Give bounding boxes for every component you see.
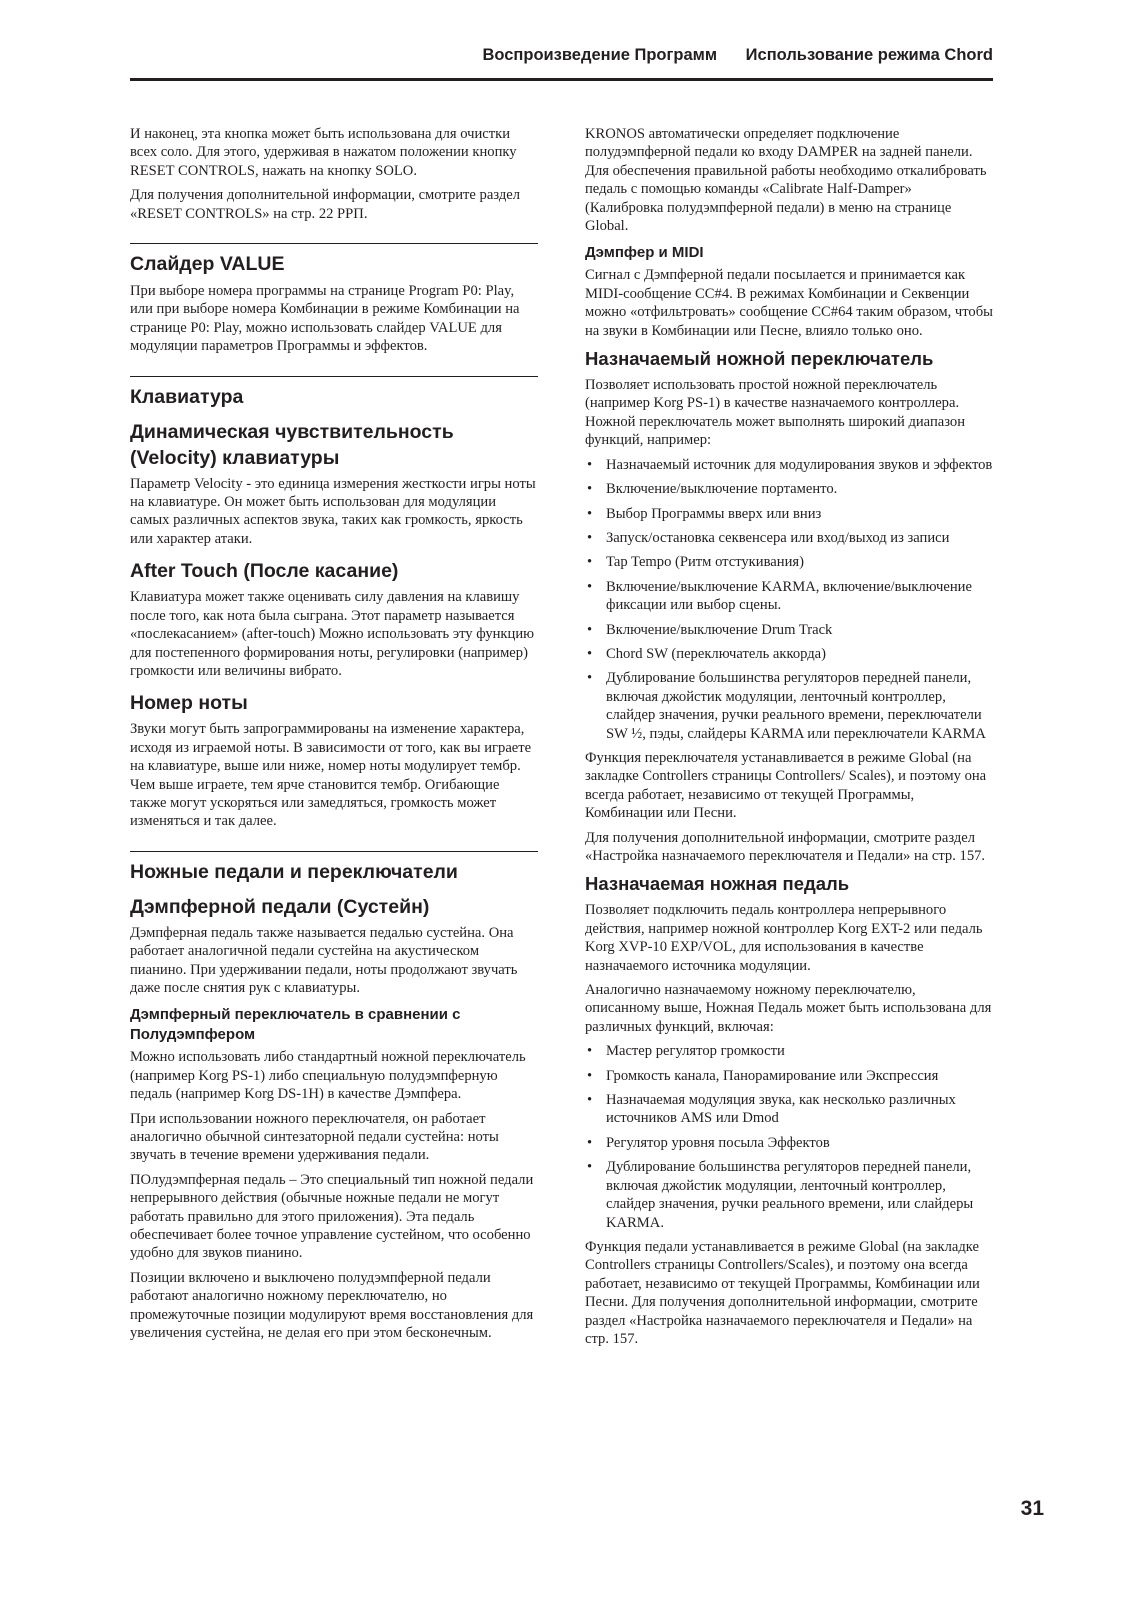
list-item: • Дублирование большинства регуляторов передней панели, включая джойстик модуляции, ленточный контроллер, слайдер значения, ручки реального времени, или слайдеры KARMA. bbox=[585, 1158, 993, 1232]
paragraph: Клавиатура может также оценивать силу давления на клавишу после того, как нота была сыграна. Этот параметр называется «послекасанием» (after-touch) Можно использовать эту функцию для постепенного формирования ноты, регулировки (например) громкости или величины вибрато. bbox=[130, 589, 535, 679]
paragraph: Для получения дополнительной информации, смотрите раздел «Настройка назначаемого переключателя и Педали» на стр. 157. bbox=[585, 829, 986, 864]
paragraph: Позволяет подключить педаль контроллера непрерывного действия, например ножной контроллер Korg EXT-2 или педаль Korg XVP-10 EXP/VOL, для использования в качестве назначаемого источника модуляции. bbox=[585, 902, 983, 974]
paragraph: Можно использовать либо стандартный ножной переключатель (например Korg PS-1) либо специальную полудэмпферную педаль (например Korg DS-1H) в качестве Дэмпфера. bbox=[130, 1049, 526, 1103]
header-section: Воспроизведение Программ bbox=[482, 46, 718, 64]
list-item: • Tap Tempo (Ритм отстукивания) bbox=[585, 553, 993, 571]
list-item: • Включение/выключение Drum Track bbox=[585, 621, 993, 639]
paragraph: Параметр Velocity - это единица измерения жесткости игры ноты на клавиатуре. Он может быть использован для модуляции самых различных аспектов звука, таких как громкость, яркость или характер атаки. bbox=[130, 475, 536, 547]
paragraph: Для получения дополнительной информации, смотрите раздел «RESET CONTROLS» на стр. 22 РРП. bbox=[130, 187, 521, 222]
list-item: • Назначаемый источник для модулирования звуков и эффектов bbox=[585, 456, 993, 474]
subsection-heading: Назначаемый ножной переключатель bbox=[585, 348, 934, 370]
section-heading: Слайдер VALUE bbox=[130, 243, 538, 276]
list-item: • Дублирование большинства регуляторов передней панели, включая джойстик модуляции, ленточный контроллер, слайдер значения, ручки реального времени, переключатели SW ½, пэды, слайдеры KARMA или переключатели KARMA bbox=[585, 669, 993, 743]
left-column bbox=[130, 125, 538, 1348]
paragraph: Сигнал с Дэмпферной педали посылается и принимается как MIDI-сообщение CC#4. В режимах Комбинации и Секвенции можно «отфильтровать» сообщение CC#64 таким образом, чтобы на звуки в Комбинации или Песне, влияло только оно. bbox=[585, 267, 993, 339]
paragraph: Функция педали устанавливается в режиме Global (на закладке Controllers страницы Controllers/Scales), и поэтому она всегда работает, независимо от текущей Программы, Комбинации или Песни. Для получения дополнительной информации, смотрите раздел «Настройка назначаемого переключателя и Педали» на стр. 157. bbox=[585, 1238, 980, 1347]
paragraph: Аналогично назначаемому ножному переключателю, описанному выше, Ножная Педаль может быть использована для различных функций, включая: bbox=[585, 982, 992, 1035]
subsection-heading: Назначаемая ножная педаль bbox=[585, 873, 850, 895]
subsection-heading: Дэмпферной педали (Сустейн) bbox=[130, 895, 430, 918]
paragraph: Дэмпферная педаль также называется педалью сустейна. Она работает аналогичной педали сустейна на акустическом пианино. При удерживании педали, ноты продолжают звучать даже после снятия рук с клавиатуры. bbox=[130, 924, 518, 996]
paragraph: При использовании ножного переключателя, он работает аналогично обычной синтезаторной педали сустейна: ноты звучать в течение времени удерживания педали. bbox=[130, 1110, 499, 1164]
section-heading: Клавиатура bbox=[130, 376, 538, 409]
paragraph: ПОлудэмпферная педаль – Это специальный тип ножной педали непрерывного действия (обычные ножные педали не могут работать правильно для этого приложения). Эта педаль обеспечивает более точное управление сустейном, что особенно удобно для звуков пианино. bbox=[130, 1171, 534, 1262]
list-item: • Запуск/остановка секвенсера или вход/выход из записи bbox=[585, 529, 993, 547]
paragraph: При выборе номера программы на странице Program P0: Play, или при выборе номера Комбинации в режиме Комбинации на странице P0: Play, можно использовать слайдер VALUE для модуляции параметров Программы и эффектов. bbox=[130, 283, 520, 355]
subsection-heading: Динамическая чувствительность (Velocity) клавиатуры bbox=[130, 420, 454, 469]
list-item: • Выбор Программы вверх или вниз bbox=[585, 505, 993, 523]
bullet-list bbox=[585, 456, 993, 743]
subsection-heading: After Touch (После касание) bbox=[130, 560, 399, 583]
section-heading: Ножные педали и переключатели bbox=[130, 851, 538, 884]
paragraph: И наконец, эта кнопка может быть использована для очистки всех соло. Для этого, удерживая в нажатом положении кнопку RESET CONTROLS, нажать на кнопку SOLO. bbox=[130, 126, 517, 179]
list-item: • Включение/выключение портаменто. bbox=[585, 480, 993, 498]
list-item: • Громкость канала, Панорамирование или Экспрессия bbox=[585, 1067, 993, 1085]
paragraph: KRONOS автоматически определяет подключение полудэмпферной педали ко входу DAMPER на задней панели. Для обеспечения правильной работы необходимо откалибровать педаль с помощью команды «Calibrate Half-Damper» (Калибровка полудэмпферной педали) в меню на странице Global. bbox=[585, 126, 987, 235]
list-item: • Chord SW (переключатель аккорда) bbox=[585, 645, 993, 663]
paragraph: Позиции включено и выключено полудэмпферной педали работают аналогично ножному переключателю, но промежуточные позиции модулируют время восстановления для увеличения сустейна, не делая его при этом бесконечным. bbox=[130, 1269, 534, 1342]
page-number: 31 bbox=[1020, 1497, 1044, 1520]
list-item: • Регулятор уровня посыла Эффектов bbox=[585, 1134, 993, 1152]
bullet-list bbox=[585, 1042, 993, 1232]
header-subsection: Использование режима Chord bbox=[745, 46, 993, 64]
subsection-heading: Дэмпфер и MIDI bbox=[585, 244, 704, 262]
list-item: • Мастер регулятор громкости bbox=[585, 1042, 993, 1060]
subsection-heading: Дэмпферный переключатель в сравнении с Полудэмпфером bbox=[130, 1006, 461, 1044]
paragraph: Звуки могут быть запрограммированы на изменение характера, исходя из играемой ноты. В зависимости от того, как вы играете на клавиатуре, выше или ниже, номер ноты модулирует тембр. Чем выше играете, тем ярче становится тембр. Огибающие также могут ускоряться или замедляться, громкость может изменяться и так далее. bbox=[130, 721, 532, 830]
running-header bbox=[130, 40, 993, 81]
subsection-heading: Номер ноты bbox=[130, 692, 248, 715]
paragraph: Позволяет использовать простой ножной переключатель (например Korg PS-1) в качестве назначаемого контроллера. Ножной переключатель может выполнять широкий диапазон функций, например: bbox=[585, 377, 966, 449]
list-item: • Включение/выключение KARMA, включение/выключение фиксации или выбор сцены. bbox=[585, 578, 993, 615]
right-column bbox=[585, 125, 993, 1354]
list-item: • Назначаемая модуляция звука, как несколько различных источников AMS или Dmod bbox=[585, 1091, 993, 1128]
paragraph: Функция переключателя устанавливается в режиме Global (на закладке Controllers страницы Controllers/ Scales), и поэтому она всегда работает, независимо от текущей Программы, Комбинации или Песни. bbox=[585, 749, 987, 822]
